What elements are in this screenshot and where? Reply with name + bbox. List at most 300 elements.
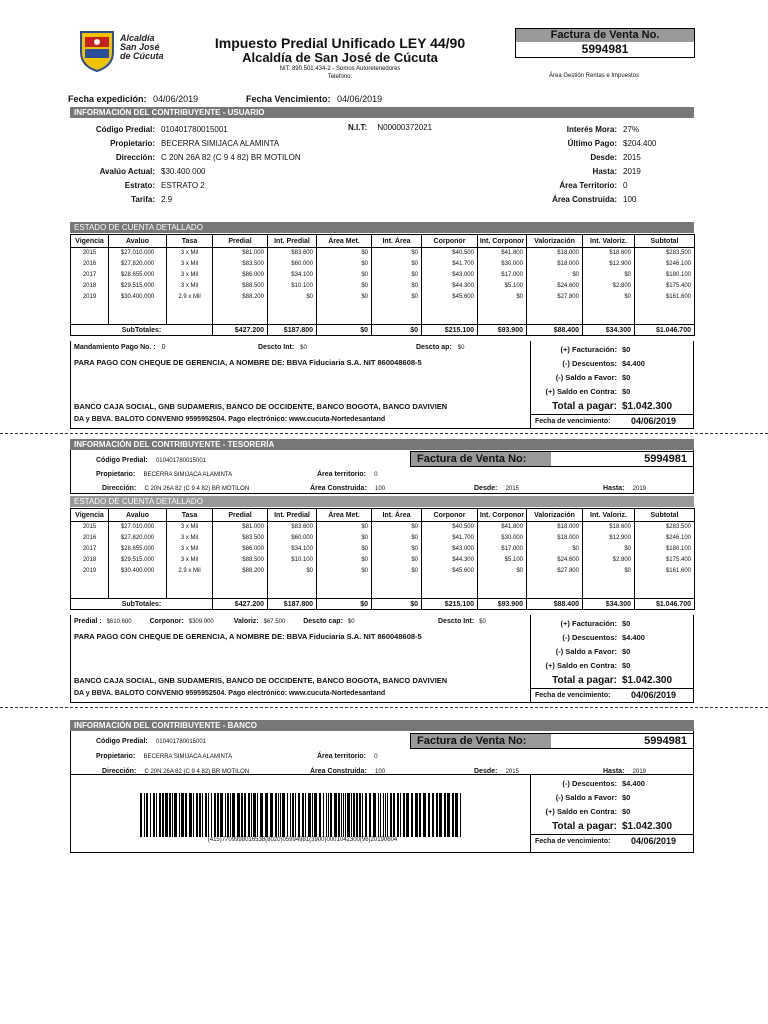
barcode-bar [292,793,294,837]
t-prop-value: BECERRA SIMIJACA ALAMINTA [143,472,233,478]
column-header: Predial [213,235,268,248]
barcode-bar [347,793,350,837]
barcode-bar [278,793,279,837]
barcode [140,793,465,837]
logo-line: Alcaldía [120,33,155,43]
barcode-bar [214,793,216,837]
column-header: Corponor [422,235,478,248]
subtotal-cell: $93.900 [478,599,527,610]
b-dir-label: Dirección: [102,768,137,775]
table-cell: $2.800 [583,555,635,566]
resumen-line [531,672,694,688]
table-cell: $0 [268,566,317,577]
table-cell: 2015 [71,522,109,533]
resumen-value: 04/06/2019 [631,416,677,426]
column-header: Int. Corponor [478,235,527,248]
column-header: Int. Valoriz. [583,235,635,248]
table-cell: 3 x Mil [167,522,213,533]
subtotal-cell: $187.800 [268,325,317,336]
table-cell: $28.655.000 [109,270,167,281]
resumen-line [531,342,694,356]
table-cell: 2018 [71,281,109,292]
table-row [71,555,695,566]
table-cell: $0 [317,259,372,270]
resumen-line [531,370,694,384]
baloto-text: DA y BBVA. BALOTO CONVENIO 9595952504. Pago electrónico: www.cucuta-Nortedesantand [74,416,386,423]
t-factura-value: 5994981 [644,453,687,465]
resumen-block [531,616,694,701]
barcode-bar [447,793,450,837]
table-cell: $0 [317,292,372,303]
table-cell: 2019 [71,292,109,303]
table-cell: $18.000 [527,259,583,270]
column-header: Subtotal [635,235,695,248]
table-cell [71,303,109,325]
table-cell: $24.600 [527,281,583,292]
barcode-bar [230,793,231,837]
resumen-label: (-) Saldo a Favor: [555,792,617,802]
barcode-bar [237,793,240,837]
table-cell: $0 [372,259,422,270]
barcode-bar [185,793,187,837]
resumen-3 [531,776,694,847]
table-cell: $30.000 [478,259,527,270]
resumen-value: $1.042.300 [622,674,673,686]
info-label: Propietario: [110,138,155,148]
table-cell: $10.100 [268,281,317,292]
subtotal-cell: $1.046.700 [635,325,695,336]
t-factura-label: Factura de Venta No: [411,452,551,466]
table-row [71,259,695,270]
b-cod-value: 010401780015001 [155,739,207,745]
doc-subtitle: Alcaldía de San José de Cúcuta [242,50,438,65]
usuario-right-table [500,122,700,206]
area-gestion: Área Gestión Rentas e Impuestos [549,73,640,79]
table-cell: $0 [478,566,527,577]
table-cell: $83.500 [213,259,268,270]
b-prop-value: BECERRA SIMIJACA ALAMINTA [143,754,233,760]
info-label: Dirección: [115,152,155,162]
cheque-text-2: PARA PAGO CON CHEQUE DE GERENCIA, A NOMBRE DE: BBVA Fiduciaria S.A. NIT 860048608-5 [74,632,422,641]
desc-int-label: Descto Int: [258,344,295,351]
resumen-value: $4.400 [622,632,645,642]
table-cell [71,577,109,599]
b-prop-label: Propietario: [96,753,136,760]
info-value: 2015 [623,152,641,162]
table-cell [422,577,478,599]
barcode-bar [290,793,291,837]
info-row [70,192,330,206]
table-cell [109,303,167,325]
table-cell [268,577,317,599]
info-value: 100 [623,194,637,204]
barcode-bar [345,793,346,837]
barcode-bar [356,793,358,837]
barcode-bar [248,793,250,837]
table-cell: $41.700 [422,259,478,270]
t-dcap-label: Descto cap: [303,618,343,625]
table-row [71,292,695,303]
resumen-value: $0 [622,646,631,656]
resumen-line [531,384,694,398]
barcode-bar [362,793,363,837]
resumen-label: (+) Saldo en Contra: [545,386,617,396]
table-cell: $29.515.000 [109,555,167,566]
nit-label: N.I.T: [348,123,368,132]
barcode-bar [202,793,203,837]
subtotal-cell: $1.046.700 [635,599,695,610]
column-header: Valorización [527,509,583,522]
resumen-line [531,644,694,658]
table-cell: $0 [583,270,635,281]
fecha-venc-line [531,414,694,427]
table-cell: $30.000 [478,533,527,544]
fecha-exp-label: Fecha expedición: [68,94,147,104]
barcode-bar [380,793,381,837]
telefono: Telefono: [327,74,353,80]
estado-table-1 [70,234,694,336]
info-label: Código Predial: [95,124,155,134]
barcode-bar [159,793,161,837]
table-cell: $0 [583,566,635,577]
table-cell: 3 x Mil [167,555,213,566]
fecha-exp: 04/06/2019 [153,94,199,104]
barcode-bar [156,793,157,837]
table-cell: $27.010.000 [109,522,167,533]
table-cell: $0 [372,566,422,577]
table-cell [478,303,527,325]
column-header: Subtotal [635,509,695,522]
fecha-venc-line [531,688,694,701]
desc-int [258,344,307,351]
barcode-bar [298,793,300,837]
barcode-bar [387,793,388,837]
table-cell: $27.010.000 [109,248,167,259]
resumen-label: (-) Descuentos: [562,632,617,642]
info-row [70,164,330,178]
b-dir [102,766,249,775]
nit-line: NIT: 890.501.434-2 - Somos Autoretenedores [279,66,401,72]
tesoreria-bar: INFORMACIÓN DEL CONTRIBUYENTE - TESORERÍA [70,439,694,450]
barcode-bar [150,793,151,837]
info-label: Interés Mora: [566,124,617,134]
barcode-bar [323,793,324,837]
info-label: Estrato: [124,180,155,190]
resumen-value: $0 [622,618,631,628]
table-cell: $30.400.000 [109,292,167,303]
barcode-bar [260,793,263,837]
barcode-bar [436,793,438,837]
t-dir-value: C 20N 26A 82 (C 9 4 82) BR MOTILON [144,486,250,492]
table-cell [478,577,527,599]
table-cell: $45.600 [422,292,478,303]
subtotal-cell: $88.400 [527,599,583,610]
table-cell: $88.200 [213,292,268,303]
table-cell: $44.300 [422,281,478,292]
table-cell: $0 [317,281,372,292]
table-cell: $0 [372,270,422,281]
desc-ap-label: Descto ap: [416,344,452,351]
barcode-bar [253,793,256,837]
barcode-bar [369,793,371,837]
table-cell [422,303,478,325]
column-header: Int. Corponor [478,509,527,522]
barcode-bar [270,793,273,837]
column-header: Vigencia [71,509,109,522]
table-cell: $88.500 [213,555,268,566]
t-ac-label: Área Construida: [310,485,367,492]
barcode-bar [330,793,332,837]
table-cell: $2.800 [583,281,635,292]
barcode-bar [257,793,258,837]
table-cell: $40.500 [422,522,478,533]
barcode-bar [365,793,367,837]
fechas-venc [246,94,382,104]
subtotal-cell: $215.100 [422,325,478,336]
table-cell [527,303,583,325]
resumen-value: $0 [622,386,631,396]
barcode-bar [225,793,226,837]
table-cell [317,577,372,599]
barcode-bar [211,793,212,837]
table-row [71,544,695,555]
subtotal-cell: $88.400 [527,325,583,336]
resumen-value: 04/06/2019 [631,836,677,846]
resumen-label: Total a pagar: [552,674,617,686]
table-cell: $86.000 [213,544,268,555]
barcode-bar [334,793,337,837]
b-hasta [603,766,646,775]
table-cell: $44.300 [422,555,478,566]
t-ac [310,483,385,492]
barcode-bar [199,793,201,837]
barcode-bar [217,793,219,837]
fecha-venc-line [531,834,694,847]
barcode-bar [169,793,171,837]
barcode-bar [172,793,173,837]
fecha-venc-label: Fecha Vencimiento: [246,94,331,104]
info-label: Área Territorio: [559,180,617,190]
b-ac [310,766,385,775]
cheque-text: PARA PAGO CON CHEQUE DE GERENCIA, A NOMBRE DE: BBVA Fiduciaria S.A. NIT 860048608-5 [74,358,422,367]
barcode-bar [179,793,180,837]
table-cell: $0 [478,292,527,303]
table-cell: $0 [317,566,372,577]
mand-label: Mandamiento Pago No. : [74,344,156,351]
barcode-bar [305,793,306,837]
table-cell: $17.000 [478,544,527,555]
resumen-label: (-) Saldo a Favor: [555,372,617,382]
table-cell: $0 [527,544,583,555]
table-cell: $43.000 [422,544,478,555]
column-header: Int. Predial [268,235,317,248]
t-hasta [603,483,646,492]
mand-value: 0 [161,344,166,351]
table-cell: $283.500 [635,248,695,259]
table-cell: $0 [372,522,422,533]
barcode-bar [400,793,401,837]
desc-ap-value: $0 [457,345,465,351]
table-cell: $0 [372,544,422,555]
b-cod [96,736,206,745]
t-cod [96,455,206,464]
resumen-label: Fecha de vencimiento: [535,691,611,699]
barcode-bar [153,793,155,837]
info-row [500,150,700,164]
column-header: Vigencia [71,235,109,248]
b-prop [96,751,232,760]
table-cell: $27.820.000 [109,533,167,544]
column-header: Int. Área [372,509,422,522]
b-at [317,751,378,760]
t-corp: $309.000 [188,619,214,625]
fechas-row [68,94,198,104]
table-cell [213,577,268,599]
t-dint-label: Descto Int: [438,618,475,625]
table-cell: $180.100 [635,270,695,281]
table-cell: $81.000 [213,248,268,259]
table-cell: $246.100 [635,259,695,270]
barcode-bar [390,793,392,837]
barcode-bar [423,793,426,837]
t-factura [410,451,694,467]
info-row [70,136,330,150]
table-cell: $24.600 [527,555,583,566]
barcode-bar [359,793,361,837]
info-label: Tarifa: [131,194,155,204]
barcode-bar [314,793,317,837]
nit-value: N00000372021 [377,123,433,132]
factura-label: Factura de Venta No. [516,29,694,42]
resumen-value: $0 [622,372,631,382]
b-factura-label: Factura de Venta No: [411,734,551,748]
barcode-bar [189,793,192,837]
table-cell [372,303,422,325]
table-cell: $60.000 [268,533,317,544]
subtotal-row [71,599,695,610]
subtotal-cell: $215.100 [422,599,478,610]
info-label: Último Pago: [567,138,617,148]
cut-line [0,433,768,434]
factura-number: 5994981 [581,42,629,56]
resumen-label: Fecha de vencimiento: [535,837,611,845]
table-cell: $18.000 [527,248,583,259]
usuario-bar: INFORMACIÓN DEL CONTRIBUYENTE - USUARIO [70,107,694,118]
b-at-value: 0 [374,754,378,760]
resumen-value: $0 [622,806,631,816]
barcode-bar [232,793,235,837]
barcode-bar [251,793,252,837]
table-cell: $5.100 [478,281,527,292]
column-header: Valorización [527,235,583,248]
logo-line: de Cúcuta [120,51,164,61]
t-prop [96,469,232,478]
info-value: 2.9 [161,194,173,204]
t-predial: $610.600 [106,619,132,625]
b-hasta-value: 2019 [632,769,646,775]
barcode-bar [385,793,386,837]
table-cell: $0 [317,533,372,544]
barcode-bar [241,793,243,837]
table-cell: 3 x Mil [167,259,213,270]
barcode-bar [452,793,454,837]
barcode-bar [312,793,313,837]
resumen-value: $1.042.300 [622,820,673,832]
column-header: Área Met. [317,509,372,522]
t-prop-label: Propietario: [96,471,136,478]
barcode-bar [403,793,405,837]
table-cell: 2018 [71,555,109,566]
table-cell: $10.100 [268,555,317,566]
subtotal-cell: $427.200 [213,599,268,610]
barcode-bar [432,793,434,837]
resumen-label: (-) Saldo a Favor: [555,646,617,656]
baloto-text-2: DA y BBVA. BALOTO CONVENIO 9595952504. Pago electrónico: www.cucuta-Nortedesantand [74,690,386,697]
b-dir-value: C 20N 26A 82 (C 9 4 82) BR MOTILON [144,769,250,775]
resumen-value: $1.042.300 [622,400,673,412]
barcode-bar [220,793,223,837]
table-cell: $83.500 [213,533,268,544]
table-cell: $41.800 [478,522,527,533]
bancos-text: BANCO CAJA SOCIAL, GNB SUDAMERIS, BANCO DE OCCIDENTE, BANCO BOGOTA, BANCO DAVIVIEN [74,402,448,411]
table-cell: $5.100 [478,555,527,566]
resumen-value: $0 [622,660,631,670]
t-dir [102,483,249,492]
table-cell: 3 x Mil [167,248,213,259]
resumen-line [531,658,694,672]
table-cell: $175.400 [635,281,695,292]
resumen-label: (-) Descuentos: [562,778,617,788]
table-cell: $0 [583,292,635,303]
table-cell: $27.820.000 [109,259,167,270]
barcode-bar [244,793,246,837]
barcode-bar [428,793,430,837]
banco-bar: INFORMACIÓN DEL CONTRIBUYENTE - BANCO [70,720,694,731]
column-header: Corponor [422,509,478,522]
t-sums [74,618,355,625]
resumen-line [531,630,694,644]
table-cell: $34.100 [268,544,317,555]
table-cell: 2017 [71,270,109,281]
subtotal-cell: $187.800 [268,599,317,610]
t-ac-value: 100 [375,486,386,492]
resumen-line [531,616,694,630]
t-cod-value: 010401780015001 [155,458,207,464]
t-at [317,469,378,478]
table-cell: $18.000 [527,533,583,544]
resumen-value: $0 [622,344,631,354]
info-row [500,178,700,192]
barcode-bar [205,793,207,837]
barcode-bar [282,793,285,837]
resumen-block [531,776,694,847]
estado-table-2 [70,508,694,610]
logo [77,30,117,72]
barcode-bar [280,793,281,837]
table-cell: $0 [372,533,422,544]
doc-title: Impuesto Predial Unificado LEY 44/90 [214,35,466,51]
resumen-value: $0 [622,792,631,802]
resumen-label: (+) Facturación: [560,618,617,628]
barcode-bar [275,793,277,837]
table-cell [583,577,635,599]
table-cell [167,303,213,325]
barcode-bar [181,793,184,837]
info-value: 27% [623,124,640,134]
table-cell: $81.000 [213,522,268,533]
table-cell: $180.100 [635,544,695,555]
resumen-label: Fecha de vencimiento: [535,417,611,425]
